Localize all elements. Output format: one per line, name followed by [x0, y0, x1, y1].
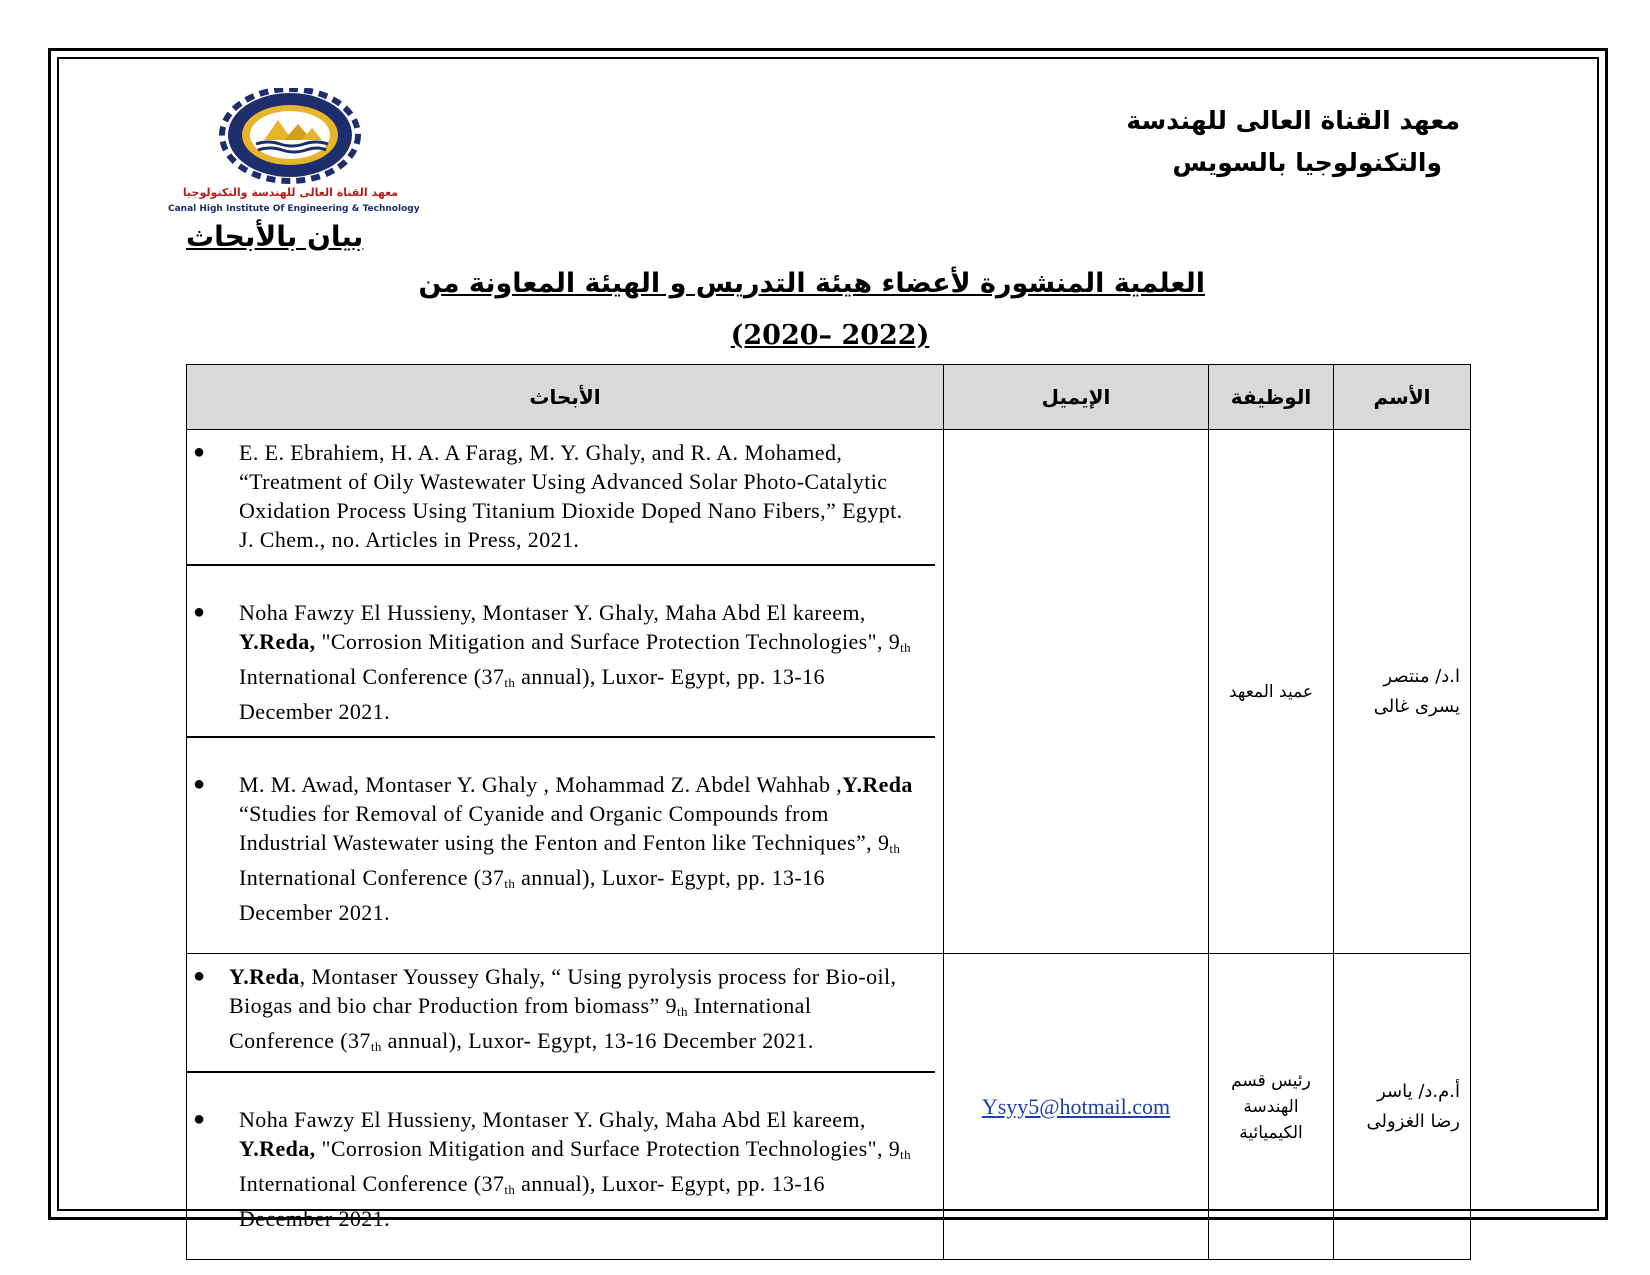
header-email: الإيميل — [944, 365, 1209, 430]
institute-name — [1060, 100, 1460, 184]
bullet-icon: ● — [193, 601, 206, 623]
research-cell — [187, 954, 944, 1260]
publication-item: ● E. E. Ebrahiem, H. A. A Farag, M. Y. Ghaly, and R. A. Mohamed, “Treatment of Oily Wastewater Using Advanced Solar Photo-Catalytic Oxidation Process Using Titanium Dioxide Doped Nano Fibers,” Egypt. J. Chem., no. Articles in Press, 2021. — [187, 430, 935, 566]
bullet-icon: ● — [193, 1108, 206, 1130]
document-title: العلمية المنشورة لأعضاء هيئة التدريس و الهيئة المعاونة من — [418, 268, 1205, 299]
institute-line-1: معهد القناة العالى للهندسة — [1126, 106, 1460, 135]
table-row — [187, 430, 1471, 954]
gear-emblem-icon — [222, 89, 358, 181]
publication-item: ● Noha Fawzy El Hussieny, Montaser Y. Ghaly, Maha Abd El kareem, Y.Reda, "Corrosion Mitigation and Surface Protection Technologies", $9_{th}$ International Conference ($37_{th}$ annual), Luxor- Egypt, pp. 13-16 December 2021. — [187, 566, 935, 738]
header-name: الأسم — [1334, 365, 1471, 430]
header-job: الوظيفة — [1209, 365, 1334, 430]
table-header-row — [187, 365, 1471, 430]
bullet-icon: ● — [193, 441, 206, 463]
header-research: الأبحاث — [187, 365, 944, 430]
table-row — [187, 954, 1471, 1260]
logo-arabic-text: معهد القناة العالى للهندسة والتكنولوجيا — [182, 186, 399, 199]
job-cell: عميد المعهد — [1209, 430, 1334, 954]
institute-line-2: والتكنولوجيا بالسويس — [1172, 148, 1442, 177]
job-cell: رئيس قسم الهندسة الكيميائية — [1209, 954, 1334, 1260]
document-period: (2020– 2022) — [730, 320, 930, 351]
bullet-icon: ● — [193, 965, 206, 987]
publication-item: ● M. M. Awad, Montaser Y. Ghaly , Mohammad Z. Abdel Wahhab ,Y.Reda “Studies for Removal of Cyanide and Organic Compounds from Industrial Wastewater using the Fenton and Fenton like Techniques”, $9_{th}$ International Conference ($37_{th}$ annual), Luxor- Egypt, pp. 13-16 December 2021. — [193, 772, 913, 925]
name-cell: أ.م.د/ ياسر رضا الغزولى — [1334, 954, 1471, 1260]
research-cell — [187, 430, 944, 954]
logo-english-text: Canal High Institute Of Engineering & Technology — [168, 204, 420, 214]
research-table — [186, 364, 1471, 1260]
document-subtitle: بيان بالأبحاث — [186, 220, 364, 253]
email-cell — [944, 954, 1209, 1260]
email-cell — [944, 430, 1209, 954]
email-link[interactable]: Ysyy5@hotmail.com — [981, 1093, 1171, 1119]
publication-item: ● Noha Fawzy El Hussieny, Montaser Y. Ghaly, Maha Abd El kareem, Y.Reda, "Corrosion Mitigation and Surface Protection Technologies", $9_{th}$ International Conference ($37_{th}$ annual), Luxor- Egypt, pp. 13-16 December 2021. — [193, 1107, 912, 1231]
name-cell: ا.د/ منتصر يسرى غالى — [1334, 430, 1471, 954]
publication-item: ● Y.Reda, Montaser Youssey Ghaly, “ Using pyrolysis process for Bio-oil, Biogas and bio char Production from biomass” $9_{th}$ International Conference ($37_{th}$ annual), Luxor- Egypt, 13-16 December 2021. — [187, 954, 935, 1073]
bullet-icon: ● — [193, 773, 206, 795]
